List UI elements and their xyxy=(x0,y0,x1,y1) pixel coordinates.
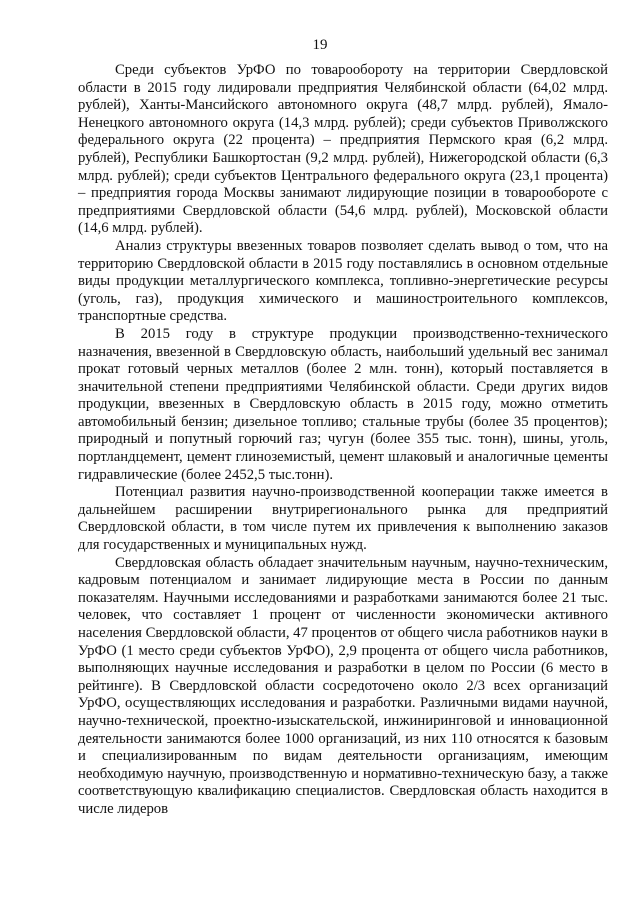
paragraph-cooperation-potential: Потенциал развития научно-производственной кооперации также имеется в дальнейшем расширении внутрирегионального рынка для предприятий Свердловской области, в том числе путем их привлечения к выполнению заказов для государственных и муниципальных нужд. xyxy=(78,484,608,554)
page-number: 19 xyxy=(312,37,328,53)
paragraph-scientific-potential: Свердловская область обладает значительным научным, научно-техническим, кадровым потенциалом и занимает лидирующие места в России по данным показателям. Научными исследованиями и разработками занимаются более 21 тыс. человек, что составляет 1 процент от численности экономически активного населения Свердловской области, 47 процентов от общего числа работников науки в УрФО (1 место среди субъектов УрФО), 2,9 процента от общего числа работников, выполняющих научные исследования и разработки в целом по России (6 место в рейтинге). В Свердловской области сосредоточено около 2/3 всех организаций УрФО, осуществляющих исследования и разработки. Различными видами научной, научно-технической, проектно-изыскательской, инжиниринговой и инновационной деятельности занимаются более 1000 организаций, из них 110 относятся к базовым и специализированным по видам деятельности организациям, имеющим необходимую научную, производственную и нормативно-техническую базу, а также соответствующую квалификацию специалистов. Свердловская область находится в числе лидеров xyxy=(78,554,608,817)
document-body xyxy=(78,62,608,819)
paragraph-import-structure: Анализ структуры ввезенных товаров позволяет сделать вывод о том, что на территорию Свердловской области в 2015 году поставлялись в основном отдельные виды продукции металлургического комплекса, топливно-энергетические ресурсы (уголь, газ), продукция химического и машиностроительного комплексов, транспортные средства. xyxy=(78,237,608,325)
paragraph-industrial-products: В 2015 году в структуре продукции производственно-технического назначения, ввезенной в Свердловскую область, наибольший удельный вес занимал прокат готовый черных металлов (более 2 млн. тонн), который поставляется в значительной степени предприятиями Челябинской области. Среди других видов продукции, ввезенных в Свердловскую область в 2015 году, можно отметить автомобильный бензин; дизельное топливо; стальные трубы (более 35 процентов); природный и попутный горючий газ; чугун (более 355 тыс. тонн), шины, уголь, портландцемент, цемент глиноземистый, цемент шлаковый и аналогичные цементы гидравлические (более 2452,5 тыс.тонн). xyxy=(78,325,608,483)
paragraph-trade-turnover: Среди субъектов УрФО по товарообороту на территории Свердловской области в 2015 году лидировали предприятия Челябинской области (64,02 млрд. рублей), Ханты-Мансийского автономного округа (48,7 млрд. рублей), Ямало-Ненецкого автономного округа (14,3 млрд. рублей); среди субъектов Приволжского федерального округа (22 процента) – предприятия Пермского края (6,2 млрд. рублей), Республики Башкортостан (9,2 млрд. рублей), Нижегородской области (6,3 млрд. рублей); среди субъектов Центрального федерального округа (23,1 процента) – предприятия города Москвы занимают лидирующие позиции в товарообороте с предприятиями Свердловской области (54,6 млрд. рублей), Московской области (14,6 млрд. рублей). xyxy=(78,62,608,237)
